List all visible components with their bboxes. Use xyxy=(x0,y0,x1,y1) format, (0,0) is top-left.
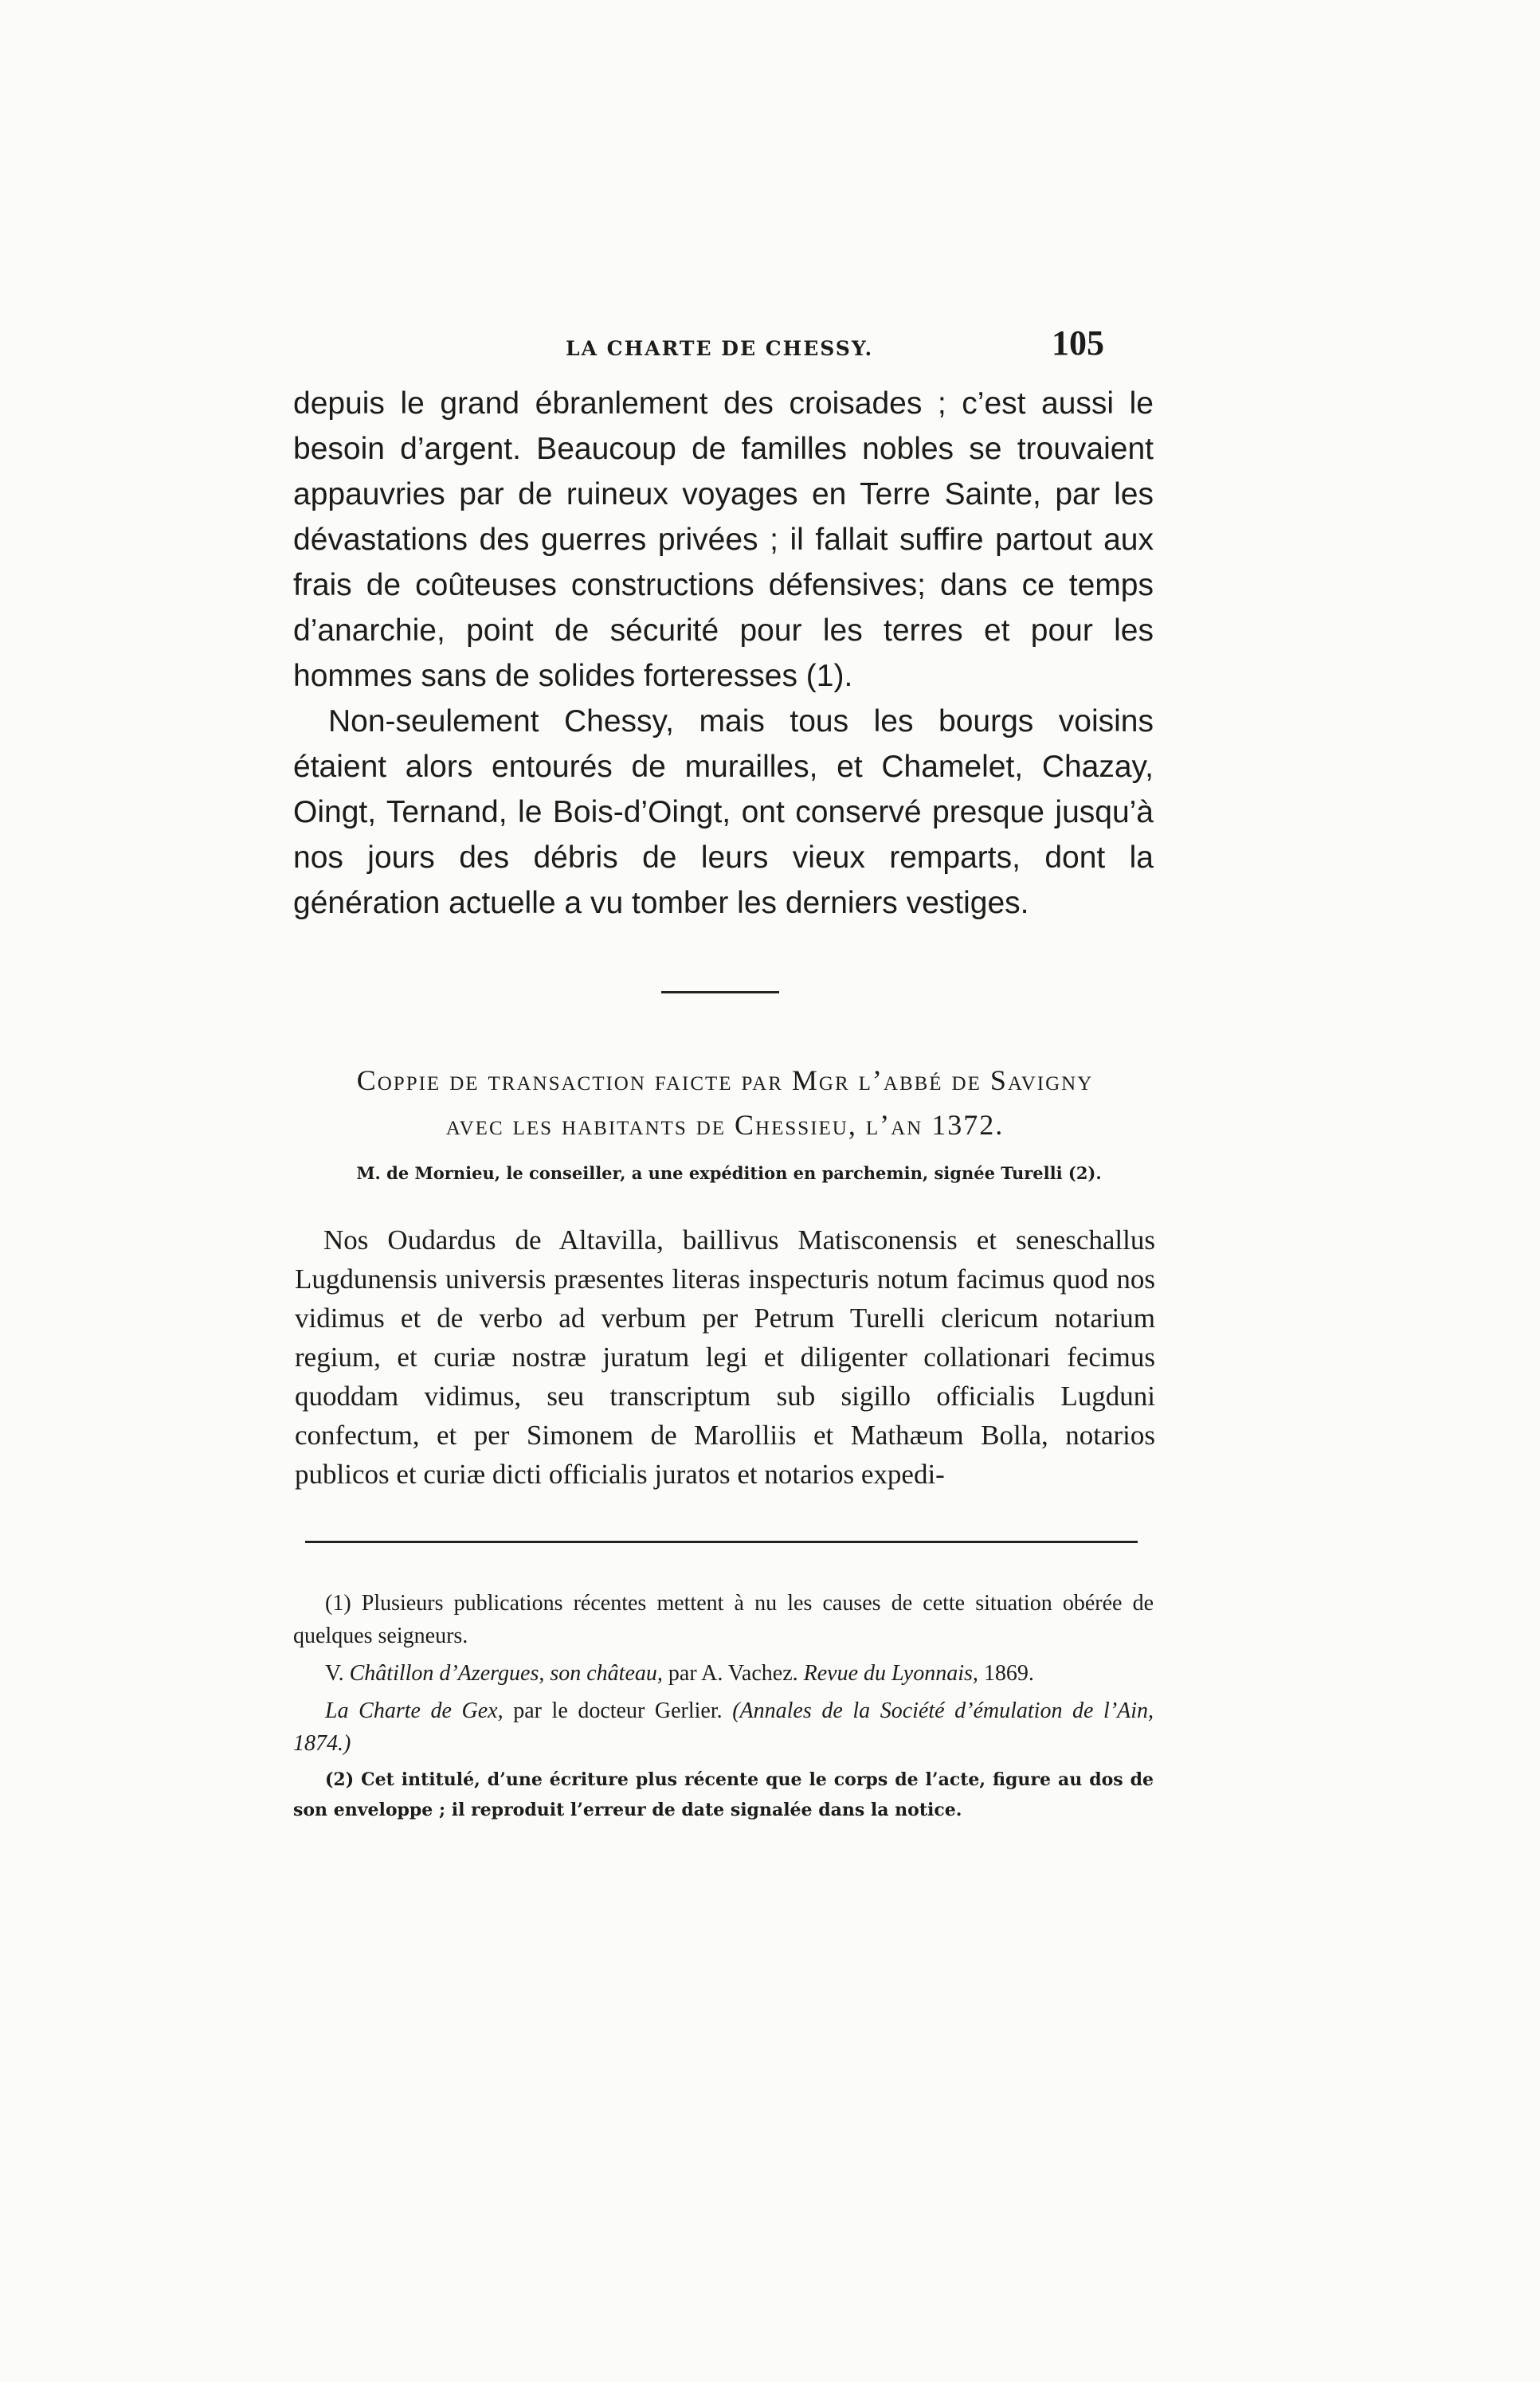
running-title: LA CHARTE DE CHESSY. xyxy=(566,337,874,360)
document-heading-line-2: avec les habitants de Chessieu, l’an 1372. xyxy=(445,1109,1005,1141)
ref1-title: Châtillon d’Azergues, son château, xyxy=(349,1661,663,1686)
running-head xyxy=(295,323,1155,370)
ref1-journal: Revue du Lyonnais, xyxy=(803,1661,978,1686)
footnote-2: (2) Cet intitulé, d’une écriture plus récente que le corps de l’acte, figure au dos de son enveloppe ; il reproduit l’erreur de date signalée dans la notice. xyxy=(293,1769,1154,1820)
footnotes xyxy=(293,1587,1154,1830)
latin-paragraph: Nos Oudardus de Altavilla, baillivus Matisconensis et seneschallus Lugdunensis universis præsentes literas inspecturis notum facimus quod nos vidimus et de verbo ad verbum per Petrum Turelli clericum notarium regium, et curiæ nostræ juratum legi et diligenter collationari fecimus quoddam vidimus, seu transcriptum sub sigillo officialis Lugduni confectum, et per Simonem de Marolliis et Mathæum Bolla, notarios publicos et curiæ dicti officialis juratos et notarios expedi- xyxy=(295,1224,1155,1490)
body-paragraph-1: depuis le grand ébranlement des croisades ; c’est aussi le besoin d’argent. Beaucoup de familles nobles se trouvaient appauvries par de ruineux voyages en Terre Sainte, par les dévastations des guerres privées ; il fallait suffire partout aux frais de coûteuses constructions défensives; dans ce temps d’anarchie, point de sécurité pour les terres et pour les hommes sans de solides forteresses (1). xyxy=(293,386,1154,693)
section-divider xyxy=(661,991,779,993)
ref1-prefix: V. xyxy=(325,1661,344,1686)
document-heading-line-1: Coppie de transaction faicte par Mgr l’abbé de Savigny xyxy=(356,1064,1094,1096)
footnote-rule xyxy=(305,1541,1138,1543)
footnote-1-reference-1 xyxy=(293,1657,1154,1690)
footnote-1: (1) Plusieurs publications récentes mettent à nu les causes de cette situation obérée de quelques seigneurs. xyxy=(293,1591,1154,1648)
latin-text xyxy=(295,1220,1155,1494)
ref2-author: par le docteur Gerlier. xyxy=(513,1698,723,1723)
document-provenance-note: M. de Mornieu, le conseiller, a une expédition en parchemin, signée Turelli (2). xyxy=(356,1163,1102,1183)
ref1-year: 1869. xyxy=(983,1661,1034,1686)
page-number: 105 xyxy=(1052,323,1104,362)
ref2-journal: (Annales de la Société d’émulation de l’Ain, 1874.) xyxy=(293,1698,1154,1756)
ref2-title: La Charte de Gex, xyxy=(325,1698,504,1723)
body-text xyxy=(293,381,1154,926)
body-paragraph-2: Non-seulement Chessy, mais tous les bourgs voisins étaient alors entourés de murailles, et Chamelet, Chazay, Oingt, Ternand, le Bois-d’Oingt, ont conservé presque jusqu’à nos jours des débris de leurs vieux remparts, dont la génération actuelle a vu tomber les derniers vestiges. xyxy=(293,704,1154,920)
footnote-1-reference-2 xyxy=(293,1694,1154,1760)
ref1-author: par A. Vachez. xyxy=(668,1661,798,1686)
document-heading xyxy=(295,1058,1155,1147)
